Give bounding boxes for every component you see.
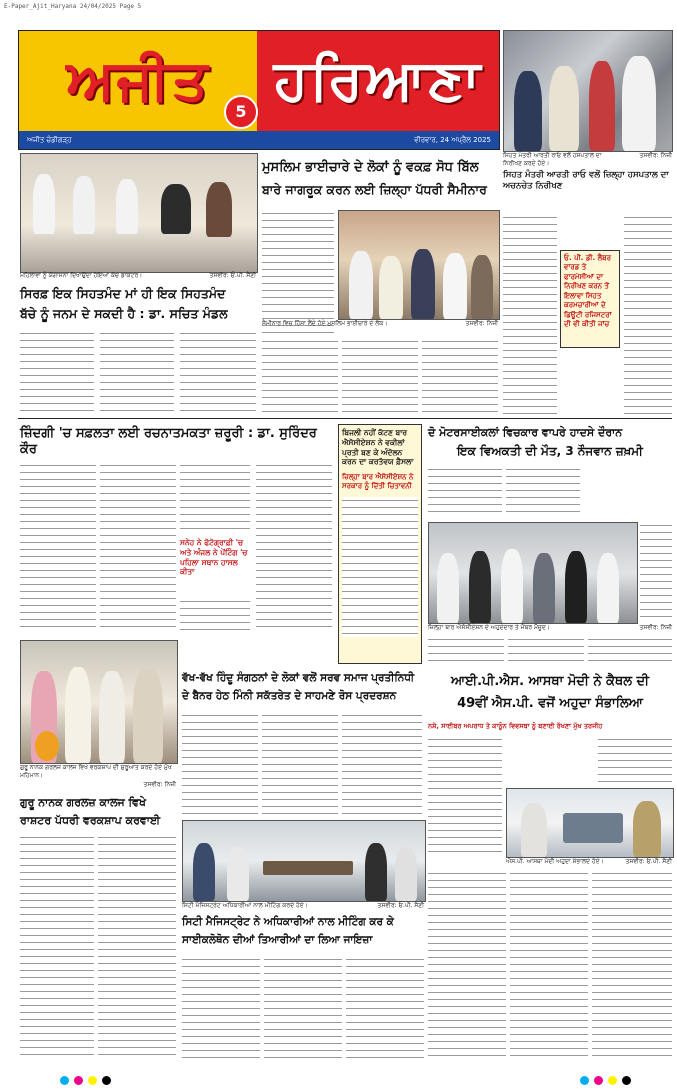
college-credit: ਤਸਵੀਰ: ਨਿਜ਼ੀ xyxy=(143,781,176,788)
cyclothon-headline-line1: ਸਿਟੀ ਮੈਜਿਸਟ੍ਰੇਟ ਨੇ ਅਧਿਕਾਰੀਆਂ ਨਾਲ ਮੀਟਿੰਗ ਕਰ ਕੇ xyxy=(182,916,394,928)
cyclothon-body-col2 xyxy=(264,956,342,1060)
seminar-credit: ਤਸਵੀਰ: ਨਿਜ਼ੀ xyxy=(465,320,498,327)
college-photo xyxy=(20,640,178,764)
hindu-protest-headline-line1: ਵੱਖ-ਵੱਖ ਹਿੰਦੂ ਸੰਗਠਨਾਂ ਦੇ ਲੋਕਾਂ ਵਲੋਂ ਸਰਵ ਸਮਾਜ ਪ੍ਰਤੀਨਿਧੀ xyxy=(182,672,415,684)
ips-photo xyxy=(506,788,674,858)
health-pull-box xyxy=(560,250,620,348)
seminar-photo xyxy=(338,210,500,320)
mother-body-col1 xyxy=(20,330,94,412)
yoga-caption: ਮਹਿਲਾਵਾਂ ਨੂੰ ਯੋਗਾਸਨਾਂ ਦਿਖਾਉਂਦਾ ਹੋਇਆ ਕੋਚ ਡਾਕਟਰ। xyxy=(20,272,143,279)
success-body-col3b xyxy=(180,598,250,632)
yellow-registration-mark xyxy=(88,1076,97,1085)
bar-association-sub: ਜ਼ਿਲ੍ਹਾ ਬਾਰ ਐਸੋਸੀਏਸ਼ਨ ਨੇ ਸਰਕਾਰ ਨੂੰ ਦਿੱਤੀ ਚਿਤਾਵਨੀ xyxy=(342,473,414,491)
health-body-col2 xyxy=(624,214,672,414)
yoga-photo xyxy=(20,153,258,273)
cyan-registration-mark-right xyxy=(580,1076,589,1085)
seminar-caption: ਸੈਮੀਨਾਰ ਵਿਚ ਹਿੱਸਾ ਲੈਂਦੇ ਹੋਏ ਮੁਸਲਿਮ ਭਾਈਚਾਰੇ ਦੇ ਲੋਕ। xyxy=(262,320,388,327)
waqf-body-col4 xyxy=(422,338,498,412)
waqf-headline-line2: ਬਾਰੇ ਜਾਗਰੂਕ ਕਰਨ ਲਈ ਜ਼ਿਲ੍ਹਾ ਪੱਧਰੀ ਸੈਮੀਨਾਰ xyxy=(262,182,487,197)
ips-caption: ਐਸ.ਪੀ. ਆਸਥਾ ਮੋਦੀ ਅਹੁਦਾ ਸੰਭਾਲਦੇ ਹੋਏ। xyxy=(506,858,604,865)
waqf-body-col3 xyxy=(342,338,418,412)
ips-body-col1 xyxy=(428,736,502,856)
ips-body-col2 xyxy=(598,736,672,786)
accident-body-col2 xyxy=(506,466,580,518)
masthead-title-haryana: ਹਰਿਆਣਾ xyxy=(273,48,483,113)
meeting-photo xyxy=(182,820,426,902)
cyclothon-headline-line2: ਸਾਈਕਲੋਥੋਨ ਦੀਆਂ ਤਿਆਰੀਆਂ ਦਾ ਲਿਆ ਜਾਇਜ਼ਾ xyxy=(182,934,373,946)
ips-body-col5 xyxy=(592,870,672,1060)
mother-headline-line2: ਬੱਚੇ ਨੂੰ ਜਨਮ ਦੇ ਸਕਦੀ ਹੈ : ਡਾ. ਸਚਿਤ ਮੰਡਲ xyxy=(20,306,228,321)
cyclothon-body-col1 xyxy=(182,956,260,1060)
success-pull-box xyxy=(180,538,250,592)
meeting-credit: ਤਸਵੀਰ: ਓ.ਪੀ. ਸੈਣੀ xyxy=(377,902,424,909)
ips-subheadline: ਨਸ਼ੇ, ਸਾਈਬਰ ਅਪਰਾਧ ਤੇ ਕਾਨੂੰਨ ਵਿਵਸਥਾ ਨੂੰ ਬਣਾਈ ਰੱਖਣਾ ਮੁੱਖ ਤਰਜੀਹ xyxy=(428,722,603,730)
accident-body-col4 xyxy=(428,636,504,666)
accident-caption: ਜ਼ਿਲ੍ਹਾ ਬਾਰ ਐਸੋਸੀਏਸ਼ਨ ਦੇ ਅਹੁਦੇਦਾਰ ਤੇ ਮੈਂਬਰ ਮੌਜੂਦ। xyxy=(428,624,550,631)
accident-credit: ਤਸਵੀਰ: ਨਿਜ਼ੀ xyxy=(639,624,672,631)
success-pull-text: ਸਨੇਹ ਨੇ ਫੋਟੋਗ੍ਰਾਫ਼ੀ 'ਚ ਅਤੇ ਅੰਜਲ ਨੇ ਪੇਂਟਿੰਗ 'ਚ ਪਹਿਲਾ ਸਥਾਨ ਹਾਸਲ ਕੀਤਾ xyxy=(180,538,248,577)
yoga-credit: ਤਸਵੀਰ: ਓ.ਪੀ. ਸੈਣੀ xyxy=(209,272,256,279)
cyclothon-body-col3 xyxy=(346,956,424,1060)
top-right-caption: ਸਿਹਤ ਮੰਤਰੀ ਆਰਤੀ ਰਾਓ ਵਲੋਂ ਹਸਪਤਾਲ ਦਾ ਨਿਰੀਖਣ ਕਰਦੇ ਹੋਏ। xyxy=(503,152,602,167)
file-info-line: E-Paper_Ajit_Haryana 24/04/2025 Page 5 xyxy=(4,3,142,10)
yellow-registration-mark-right xyxy=(608,1076,617,1085)
page-number-badge: 5 xyxy=(224,95,258,129)
ips-body-col4 xyxy=(510,870,588,1060)
success-body-col1 xyxy=(20,462,96,632)
bar-association-photo xyxy=(428,522,638,624)
health-minister-headline: ਸਿਹਤ ਮੰਤਰੀ ਆਰਤੀ ਰਾਓ ਵਲੋਂ ਜ਼ਿਲ੍ਹਾ ਹਸਪਤਾਲ ਦਾ ਅਚਨਚੇਤ ਨਿਰੀਖਣ xyxy=(503,170,669,191)
bar-association-box xyxy=(338,424,422,664)
hindu-body-col2 xyxy=(262,712,338,816)
waqf-body-col2 xyxy=(262,338,338,412)
success-headline: ਜ਼ਿੰਦਗੀ 'ਚ ਸਫ਼ਲਤਾ ਲਈ ਰਚਨਾਤਮਕਤਾ ਜ਼ਰੂਰੀ : ਡਾ. ਸੁਰਿੰਦਰ ਕੌਰ xyxy=(20,426,317,458)
masthead xyxy=(18,30,500,150)
magenta-registration-mark xyxy=(74,1076,83,1085)
success-body-col4 xyxy=(256,462,332,632)
health-body-col1 xyxy=(503,214,557,414)
accident-body-col1 xyxy=(428,466,502,518)
print-registration-strip xyxy=(0,1072,677,1089)
ips-credit: ਤਸਵੀਰ: ਓ.ਪੀ. ਸੈਣੀ xyxy=(625,858,672,865)
cyan-registration-mark xyxy=(60,1076,69,1085)
college-headline-line2: ਰਾਸ਼ਟਰ ਪੱਧਰੀ ਵਰਕਸ਼ਾਪ ਕਰਵਾਈ xyxy=(20,814,161,827)
bar-association-body xyxy=(342,497,418,637)
health-minister-photo xyxy=(503,30,673,152)
college-headline-line1: ਗੁਰੂ ਨਾਨਕ ਗਰਲਜ਼ ਕਾਲਜ ਵਿਖੇ xyxy=(20,796,146,809)
masthead-info-bar xyxy=(19,131,499,149)
magenta-registration-mark-right xyxy=(594,1076,603,1085)
edition-date: ਵੀਰਵਾਰ, 24 ਅਪ੍ਰੈਲ 2025 xyxy=(414,136,491,144)
edition-label: ਅਜੀਤ ਚੰਡੀਗੜ੍ਹ xyxy=(27,136,72,144)
success-body-col2 xyxy=(100,462,176,632)
section-divider xyxy=(18,418,672,419)
success-body-col3 xyxy=(180,462,250,532)
mother-headline-line1: ਸਿਰਫ਼ ਇਕ ਸਿਹਤਮੰਦ ਮਾਂ ਹੀ ਇਕ ਸਿਹਤਮੰਦ xyxy=(20,286,226,301)
top-right-credit: ਤਸਵੀਰ: ਨਿਜ਼ੀ xyxy=(639,152,672,159)
mother-body-col2 xyxy=(100,330,174,412)
mother-body-col3 xyxy=(180,330,256,412)
masthead-title-ajit: ਅਜੀਤ xyxy=(66,48,210,113)
meeting-caption: ਸਿਟੀ ਮੈਜਿਸਟ੍ਰੇਟ ਅਧਿਕਾਰੀਆਂ ਨਾਲ ਮੀਟਿੰਗ ਕਰਦੇ ਹੋਏ। xyxy=(182,902,308,909)
black-registration-mark xyxy=(102,1076,111,1085)
accident-headline-line1: ਦੋ ਮੋਟਰਸਾਈਕਲਾਂ ਵਿਚਕਾਰ ਵਾਪਰੇ ਹਾਦਸੇ ਦੌਰਾਨ xyxy=(428,426,623,439)
college-caption: ਗੁਰੂ ਨਾਨਕ ਗਰਲਜ਼ ਕਾਲਜ ਵਿਖੇ ਵਰਕਸ਼ਾਪ ਦੀ ਸ਼ੁਰੂਆਤ ਕਰਦੇ ਹੋਏ ਮੁੱਖ ਮਹਿਮਾਨ। xyxy=(20,764,172,779)
hindu-body-col1 xyxy=(182,712,258,816)
bar-association-headline: ਬਿਜਲੀ ਨਹੀਂ ਕੱਟਣ ਬਾਰ ਐਸੋਸੀਏਸ਼ਨ ਨੇ ਵਕੀਲਾਂ ਪ੍ਰਤੀ ਬਣ ਕੇ ਅੰਦੋਲਨ ਕਰਨ ਦਾ ਕਰਤੱਵਯ ਫ਼ੈਸਲਾ xyxy=(342,428,414,467)
hindu-body-col3 xyxy=(342,712,422,816)
health-pull-text: ਓ. ਪੀ. ਡੀ. ਲੈਬਰ ਵਾਰਡ ਤੇ ਫਾਰਮੇਸੀਆਂ ਦਾ ਨਿਰੀਖਣ ਕਰਨ ਤੋਂ ਇਲਾਵਾ ਸਿਹਤ ਕਰਮਚਾਰੀਆਂ ਦੇ ਡਿਊਟੀ ਰਜਿਸਟਰਾਂ ਦੀ ਵੀ ਕੀਤੀ ਜਾਂਚ xyxy=(564,254,612,329)
accident-body-col5 xyxy=(508,636,584,666)
ips-headline-line2: 49ਵੀਂ ਐਸ.ਪੀ. ਵਜੋਂ ਅਹੁਦਾ ਸੰਭਾਲਿਆ xyxy=(457,696,643,711)
hindu-protest-headline-line2: ਦੇ ਬੈਨਰ ਹੇਠ ਮਿੰਨੀ ਸਕੱਤਰੇਤ ਦੇ ਸਾਹਮਣੇ ਰੋਸ ਪ੍ਰਦਰਸ਼ਨ xyxy=(182,690,397,702)
waqf-headline-line1: ਮੁਸਲਿਮ ਭਾਈਚਾਰੇ ਦੇ ਲੋਕਾਂ ਨੂੰ ਵਕਫ਼ ਸੋਧ ਬਿੱਲ xyxy=(262,160,479,175)
college-body-col1 xyxy=(20,834,94,1060)
accident-headline-line2: ਇਕ ਵਿਅਕਤੀ ਦੀ ਮੌਤ, 3 ਨੌਜਵਾਨ ਜ਼ਖ਼ਮੀ xyxy=(457,444,643,458)
ips-headline-line1: ਆਈ.ਪੀ.ਐਸ. ਆਸਥਾ ਮੋਦੀ ਨੇ ਕੈਥਲ ਦੀ xyxy=(450,674,650,689)
college-body-col2 xyxy=(98,834,176,1060)
accident-body-col6 xyxy=(588,636,672,666)
accident-body-col3 xyxy=(640,522,672,622)
black-registration-mark-right xyxy=(622,1076,631,1085)
ips-body-col3 xyxy=(428,870,506,1060)
